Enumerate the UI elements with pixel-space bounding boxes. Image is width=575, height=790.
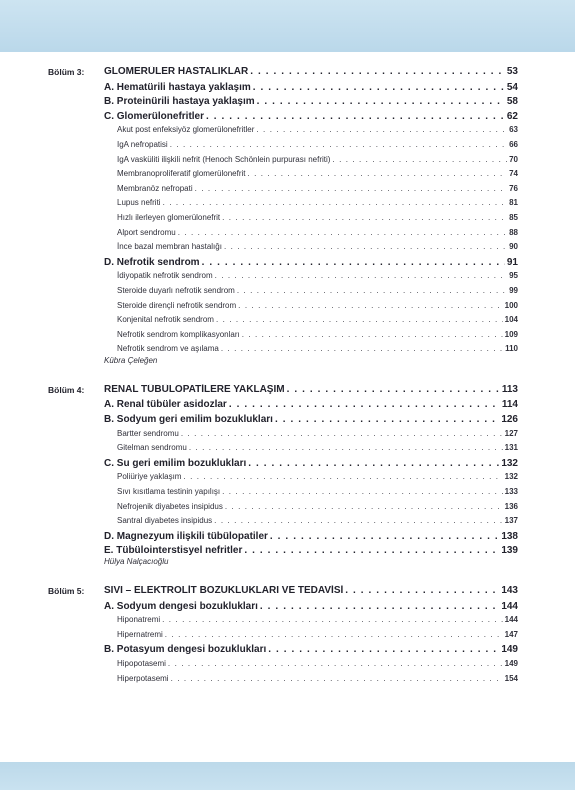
section-entry[interactable] bbox=[104, 458, 518, 469]
page-number: 139 bbox=[501, 545, 518, 557]
section-entry[interactable] bbox=[104, 111, 518, 122]
page-number: 70 bbox=[509, 154, 518, 164]
page-number: 62 bbox=[506, 110, 518, 122]
dot-leader bbox=[229, 399, 500, 410]
chapter-entry[interactable] bbox=[104, 585, 518, 596]
page-number: 149 bbox=[501, 644, 518, 656]
chapter-author: Kübra Çeleğen bbox=[104, 355, 158, 365]
subsection-entry[interactable] bbox=[117, 472, 518, 481]
subsection-entry-title: Hiperpotasemi bbox=[117, 673, 169, 683]
subsection-entry[interactable] bbox=[117, 630, 518, 639]
page-number: 95 bbox=[509, 271, 518, 281]
subsection-entry-title: Hipopotasemi bbox=[117, 658, 166, 668]
section-entry[interactable] bbox=[104, 96, 518, 107]
dot-leader bbox=[244, 545, 499, 556]
section-entry[interactable] bbox=[104, 414, 518, 425]
subsection-entry[interactable] bbox=[117, 271, 518, 280]
dot-leader bbox=[260, 601, 499, 612]
section-entry-title: C. Su geri emilim bozuklukları bbox=[104, 457, 247, 469]
dot-leader bbox=[345, 585, 499, 596]
subsection-entry-title: Nefrojenik diyabetes insipidus bbox=[117, 501, 223, 511]
dot-leader bbox=[248, 169, 508, 178]
chapter-number: Bölüm 4: bbox=[48, 384, 85, 395]
chapter-entry-title: RENAL TÜBÜLOPATİLERE YAKLAŞIM bbox=[104, 383, 285, 395]
subsection-entry-title: Bartter sendromu bbox=[117, 428, 179, 438]
subsection-entry-title: İdiyopatik nefrotik sendrom bbox=[117, 271, 213, 281]
footer-band bbox=[0, 762, 575, 790]
subsection-entry-title: IgA vasküliti ilişkili nefrit (Henoch Schönlein purpurası nefriti) bbox=[117, 154, 331, 164]
dot-leader bbox=[195, 184, 508, 193]
subsection-entry-title: Membranoproliferatif glomerülonefrit bbox=[117, 169, 246, 179]
dot-leader bbox=[253, 82, 505, 93]
page-number: 133 bbox=[504, 487, 518, 496]
dot-leader bbox=[224, 242, 507, 251]
section-entry-title: C. Glomerülonefritler bbox=[104, 110, 205, 122]
dot-leader bbox=[163, 198, 508, 207]
page-number: 66 bbox=[509, 139, 518, 149]
subsection-entry-title: Membranöz nefropati bbox=[117, 183, 193, 193]
subsection-entry[interactable] bbox=[117, 487, 518, 496]
subsection-entry[interactable] bbox=[117, 674, 518, 683]
page-number: 85 bbox=[509, 212, 518, 222]
subsection-entry[interactable] bbox=[117, 615, 518, 624]
subsection-entry[interactable] bbox=[117, 213, 518, 222]
page-number: 132 bbox=[504, 472, 518, 482]
section-entry-title: A. Renal tübüler asidozlar bbox=[104, 399, 227, 411]
dot-leader bbox=[237, 286, 507, 295]
dot-leader bbox=[183, 472, 502, 481]
page-number: 88 bbox=[509, 227, 518, 237]
subsection-entry-title: Santral diyabetes insipidus bbox=[117, 516, 213, 526]
page-number: 144 bbox=[504, 615, 518, 625]
chapter-entry-title: GLOMERÜLER HASTALIKLAR bbox=[104, 66, 249, 77]
page-number: 131 bbox=[504, 443, 518, 453]
section-entry[interactable] bbox=[104, 399, 518, 410]
section-entry-title: B. Potasyum dengesi bozuklukları bbox=[104, 644, 267, 656]
chapter-entry[interactable] bbox=[104, 384, 518, 395]
page-number: 91 bbox=[506, 256, 518, 268]
page-number: 132 bbox=[501, 457, 518, 469]
chapter-number: Bölüm 5: bbox=[48, 586, 85, 596]
page-number: 110 bbox=[505, 344, 518, 354]
dot-leader bbox=[165, 630, 503, 639]
page-number: 90 bbox=[509, 242, 518, 252]
chapter-entry[interactable] bbox=[104, 66, 518, 77]
section-entry-title: A. Hematürili hastaya yaklaşım bbox=[104, 81, 251, 93]
page-number: 143 bbox=[501, 585, 518, 596]
dot-leader bbox=[250, 66, 505, 77]
subsection-entry[interactable] bbox=[117, 125, 518, 134]
dot-leader bbox=[238, 301, 502, 310]
subsection-entry-title: Steroide dirençli nefrotik sendrom bbox=[117, 300, 237, 310]
page-number: 137 bbox=[504, 516, 518, 526]
page-number: 136 bbox=[504, 501, 518, 511]
subsection-entry-title: Gitelman sendromu bbox=[117, 443, 187, 453]
dot-leader bbox=[181, 429, 503, 438]
page-number: 126 bbox=[501, 414, 518, 425]
page-number: 149 bbox=[504, 658, 518, 668]
dot-leader bbox=[225, 502, 503, 511]
dot-leader bbox=[216, 315, 503, 324]
section-entry[interactable] bbox=[104, 257, 518, 268]
subsection-entry[interactable] bbox=[117, 502, 518, 511]
subsection-entry-title: Hiponatremi bbox=[117, 615, 161, 625]
subsection-entry[interactable] bbox=[117, 659, 518, 668]
subsection-entry[interactable] bbox=[117, 155, 518, 164]
dot-leader bbox=[178, 228, 507, 237]
subsection-entry-title: Konjenital nefrotik sendrom bbox=[117, 315, 214, 325]
subsection-entry[interactable] bbox=[117, 344, 518, 353]
dot-leader bbox=[162, 615, 503, 624]
section-entry[interactable] bbox=[104, 545, 518, 556]
dot-leader bbox=[270, 531, 499, 542]
section-entry-title: D. Nefrotik sendrom bbox=[104, 256, 200, 268]
subsection-entry-title: Nefrotik sendrom komplikasyonları bbox=[117, 329, 240, 339]
subsection-entry[interactable] bbox=[117, 228, 518, 237]
dot-leader bbox=[268, 644, 499, 655]
page-number: 81 bbox=[509, 198, 518, 208]
subsection-entry[interactable] bbox=[117, 301, 518, 310]
subsection-entry-title: Sıvı kısıtlama testinin yapılışı bbox=[117, 487, 221, 496]
dot-leader bbox=[214, 516, 502, 525]
subsection-entry[interactable] bbox=[117, 169, 518, 178]
subsection-entry[interactable] bbox=[117, 330, 518, 339]
chapter-entry-title: SIVI – ELEKTROLİT BOZUKLUKLARI VE TEDAVİSİ bbox=[104, 585, 344, 596]
dot-leader bbox=[275, 414, 499, 425]
page-number: 127 bbox=[504, 428, 518, 438]
page-number: 113 bbox=[501, 383, 518, 395]
page-number: 99 bbox=[509, 285, 518, 295]
page-number: 144 bbox=[501, 600, 518, 612]
page-number: 74 bbox=[509, 169, 518, 179]
section-entry-title: D. Magnezyum ilişkili tübülopatiler bbox=[104, 530, 268, 542]
dot-leader bbox=[168, 659, 503, 668]
subsection-entry-title: Lupus nefriti bbox=[117, 198, 161, 208]
header-band bbox=[0, 0, 575, 52]
section-entry[interactable] bbox=[104, 531, 518, 542]
dot-leader bbox=[248, 458, 499, 469]
section-entry[interactable] bbox=[104, 601, 518, 612]
page-number: 54 bbox=[506, 81, 518, 93]
subsection-entry-title: Steroide duyarlı nefrotik sendrom bbox=[117, 285, 235, 295]
section-entry[interactable] bbox=[104, 644, 518, 655]
dot-leader bbox=[171, 674, 503, 683]
section-entry-title: E. Tübülointerstisyel nefritler bbox=[104, 545, 243, 557]
chapter-author: Hülya Nalçacıoğlu bbox=[104, 557, 169, 566]
subsection-entry-title: Poliüriye yaklaşım bbox=[117, 472, 182, 482]
subsection-entry[interactable] bbox=[117, 443, 518, 452]
section-entry-title: A. Sodyum dengesi bozuklukları bbox=[104, 600, 258, 612]
section-entry-title: B. Sodyum geri emilim bozuklukları bbox=[104, 414, 273, 425]
page-number: 63 bbox=[509, 125, 518, 135]
page-number: 109 bbox=[504, 329, 518, 339]
page-number: 147 bbox=[504, 629, 518, 639]
page-number: 100 bbox=[504, 300, 518, 310]
page-number: 114 bbox=[501, 399, 518, 411]
subsection-entry-title: İnce bazal membran hastalığı bbox=[117, 242, 222, 252]
section-entry-title: B. Proteinürili hastaya yaklaşım bbox=[104, 96, 255, 108]
subsection-entry-title: IgA nefropatisi bbox=[117, 139, 168, 149]
subsection-entry[interactable] bbox=[117, 315, 518, 324]
page-number: 138 bbox=[501, 530, 518, 542]
dot-leader bbox=[202, 257, 505, 268]
section-entry[interactable] bbox=[104, 82, 518, 93]
subsection-entry[interactable] bbox=[117, 198, 518, 207]
subsection-entry[interactable] bbox=[117, 140, 518, 149]
subsection-entry-title: Akut post enfeksiyöz glomerülonefritler bbox=[117, 125, 255, 135]
dot-leader bbox=[242, 330, 503, 339]
subsection-entry[interactable] bbox=[117, 286, 518, 295]
dot-leader bbox=[206, 111, 505, 122]
page-number: 104 bbox=[504, 315, 518, 325]
dot-leader bbox=[222, 487, 502, 496]
subsection-entry-title: Hipernatremi bbox=[117, 629, 163, 639]
dot-leader bbox=[287, 384, 500, 395]
subsection-entry[interactable] bbox=[117, 429, 518, 438]
dot-leader bbox=[332, 155, 507, 164]
dot-leader bbox=[221, 344, 503, 353]
page-number: 58 bbox=[506, 96, 518, 108]
chapter-number: Bölüm 3: bbox=[48, 67, 85, 77]
subsection-entry-title: Hızlı ilerleyen glomerülonefrit bbox=[117, 212, 221, 222]
page-number: 154 bbox=[504, 673, 518, 683]
dot-leader bbox=[170, 140, 507, 149]
page-number: 76 bbox=[509, 183, 518, 193]
dot-leader bbox=[215, 271, 507, 280]
dot-leader bbox=[189, 443, 503, 452]
subsection-entry[interactable] bbox=[117, 184, 518, 193]
subsection-entry[interactable] bbox=[117, 516, 518, 525]
dot-leader bbox=[257, 96, 505, 107]
subsection-entry-title: Nefrotik sendrom ve aşılama bbox=[117, 344, 219, 354]
dot-leader bbox=[222, 213, 507, 222]
subsection-entry[interactable] bbox=[117, 242, 518, 251]
page-number: 53 bbox=[506, 66, 518, 77]
subsection-entry-title: Alport sendromu bbox=[117, 227, 176, 237]
dot-leader bbox=[256, 125, 507, 134]
